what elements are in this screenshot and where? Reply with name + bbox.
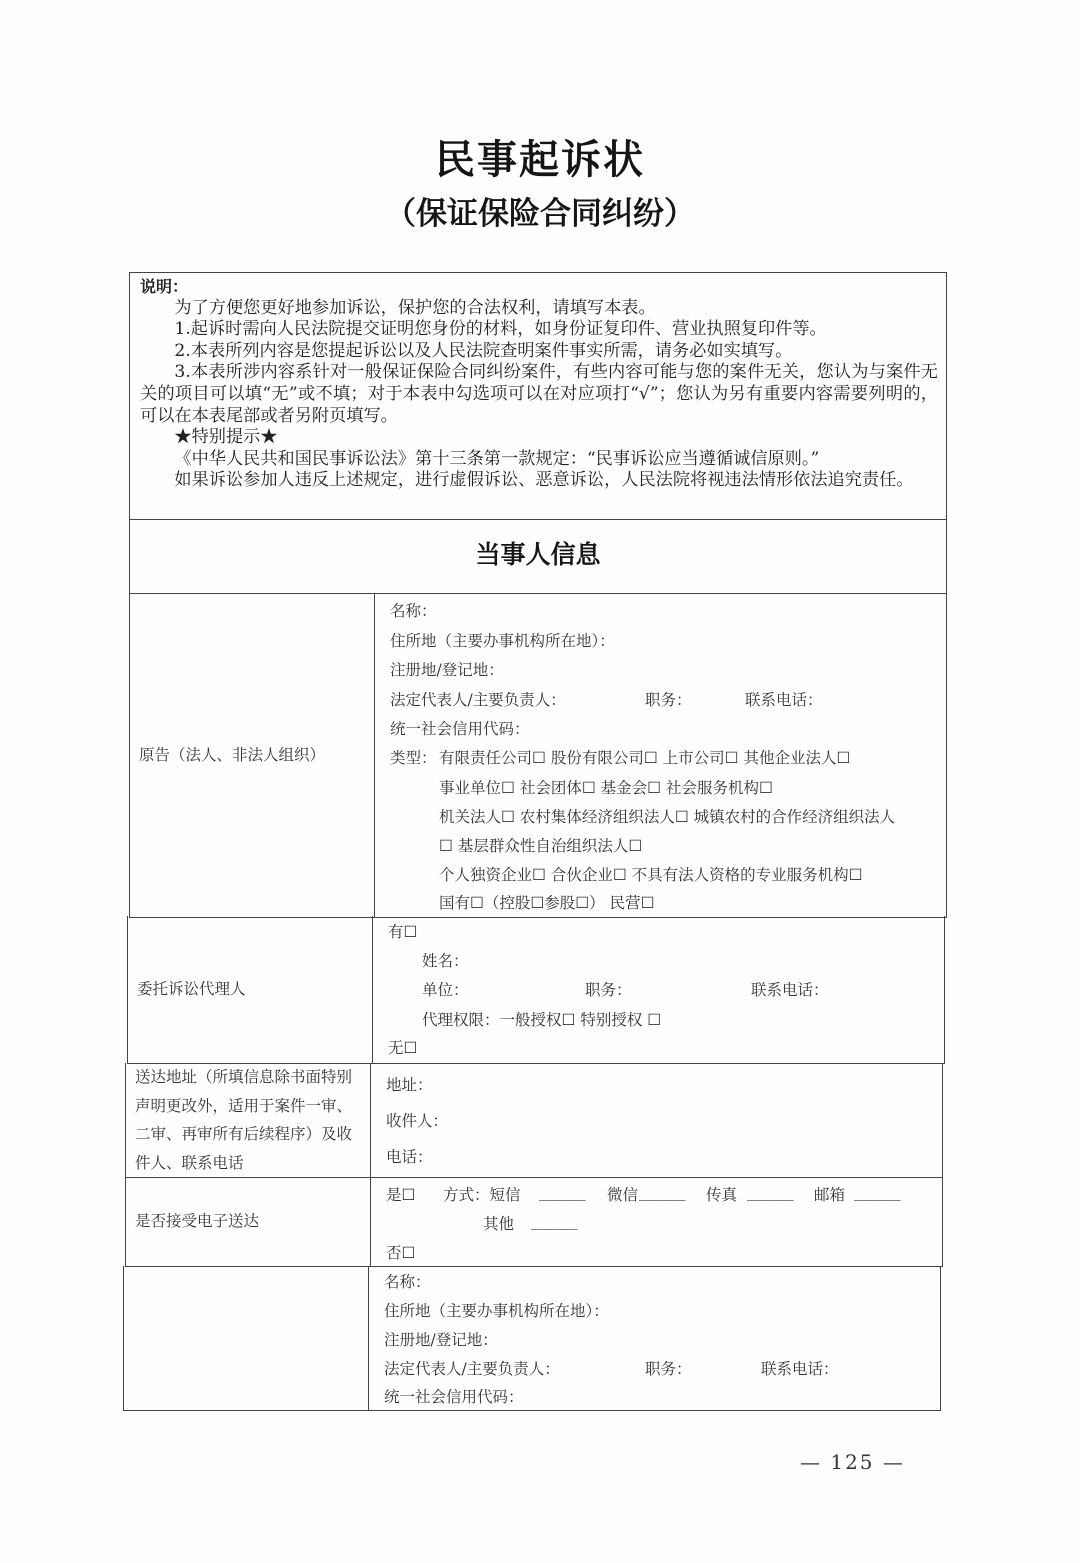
agent-name-field[interactable]: 姓名：	[422, 952, 469, 970]
instruction-paragraph: 1.起诉时需向人民法院提交证明您身份的材料，如身份证复印件、营业执照复印件等。	[174, 319, 827, 340]
defendant-name-field[interactable]: 名称：	[384, 1273, 431, 1291]
fax-blank[interactable]: ______	[747, 1183, 794, 1201]
instruction-paragraph: 为了方便您更好地参加诉讼，保护您的合法权利，请填写本表。	[174, 297, 656, 318]
electronic-service-row	[125, 1177, 943, 1267]
service-address-label	[126, 1063, 371, 1177]
agent-row	[127, 916, 945, 1064]
method-sms-label: 方式：短信	[443, 1186, 521, 1204]
agent-none-checkbox[interactable]: 无☐	[388, 1039, 418, 1057]
plaintiff-type-options[interactable]: 事业单位☐ 社会团体☐ 基金会☐ 社会服务机构☐	[439, 779, 773, 797]
plaintiff-label: 原告（法人、非法人组织）	[130, 593, 375, 917]
plaintiff-fields	[375, 593, 946, 917]
sms-blank[interactable]: ______	[539, 1183, 586, 1201]
defendant-domicile-field[interactable]: 住所地（主要办事机构所在地）：	[384, 1302, 609, 1320]
plaintiff-type-prefix: 类型：	[390, 749, 437, 767]
method-wechat-label: 微信	[607, 1186, 639, 1204]
plaintiff-type-options[interactable]: 个人独资企业☐ 合伙企业☐ 不具有法人资格的专业服务机构☐	[439, 866, 863, 884]
defendant-fields	[369, 1266, 940, 1410]
document-title: 民事起诉状	[435, 137, 645, 183]
agent-position-field[interactable]: 职务：	[585, 981, 632, 999]
plaintiff-name-field[interactable]: 名称：	[390, 602, 437, 620]
instruction-paragraph: 3.本表所涉内容系针对一般保证保险合同纠纷案件，有些内容可能与您的案件无关，您认为与案件无关的项目可以填“无”或不填；对于本表中勾选项可以在对应项打“√”；您认为另有重要内容需要列明的，可以在本表尾部或者另附页填写。	[140, 362, 938, 426]
service-address-row	[125, 1063, 943, 1178]
wechat-blank[interactable]: ______	[639, 1183, 686, 1201]
electronic-yes-checkbox[interactable]: 是☐	[386, 1186, 416, 1204]
agent-fields	[373, 916, 944, 1063]
plaintiff-position-field[interactable]: 职务：	[645, 691, 692, 709]
address-field[interactable]: 地址：	[386, 1076, 433, 1094]
agent-unit-field[interactable]: 单位：	[422, 981, 469, 999]
service-address-label-text: 送达地址（所填信息除书面特别声明更改外，适用于案件一审、二审、再审所有后续程序）及收件人、联系电话	[135, 1068, 353, 1172]
electronic-service-label: 是否接受电子送达	[126, 1177, 371, 1266]
defendant-row	[123, 1266, 941, 1411]
instructions-heading: 说明：	[140, 277, 189, 296]
method-other-label: 其他	[483, 1215, 515, 1233]
instruction-paragraph: 《中华人民共和国民事诉讼法》第十三条第一款规定：“民事诉讼应当遵循诚信原则。”	[174, 448, 820, 469]
defendant-credit-code-field[interactable]: 统一社会信用代码：	[384, 1388, 524, 1406]
agent-phone-field[interactable]: 联系电话：	[751, 981, 829, 999]
special-notice-heading: ★特别提示★	[174, 427, 278, 448]
instruction-paragraph: 如果诉讼参加人违反上述规定，进行虚假诉讼、恶意诉讼，人民法院将视违法情形依法追究责任。	[174, 470, 914, 491]
document-subtitle: （保证保险合同纠纷）	[385, 196, 695, 232]
agent-authority-options[interactable]: 代理权限：一般授权☐ 特别授权 ☐	[422, 1011, 662, 1029]
electronic-no-checkbox[interactable]: 否☐	[386, 1244, 416, 1262]
party-info-heading: 当事人信息	[129, 519, 947, 594]
instruction-paragraph: 2.本表所列内容是您提起诉讼以及人民法院查明案件事实所需，请务必如实填写。	[174, 340, 793, 361]
recipient-field[interactable]: 收件人：	[386, 1112, 449, 1130]
plaintiff-phone-field[interactable]: 联系电话：	[745, 691, 823, 709]
defendant-registered-field[interactable]: 注册地/登记地：	[384, 1331, 498, 1349]
defendant-position-field[interactable]: 职务：	[645, 1360, 692, 1378]
agent-label: 委托诉讼代理人	[128, 916, 373, 1063]
plaintiff-credit-code-field[interactable]: 统一社会信用代码：	[390, 720, 530, 738]
service-address-fields	[371, 1063, 942, 1177]
plaintiff-domicile-field[interactable]: 住所地（主要办事机构所在地）：	[390, 632, 615, 650]
agent-has-checkbox[interactable]: 有☐	[388, 923, 418, 941]
instructions-box	[129, 272, 947, 520]
defendant-label	[124, 1266, 369, 1410]
email-blank[interactable]: ______	[854, 1183, 901, 1201]
defendant-phone-field[interactable]: 联系电话：	[761, 1360, 839, 1378]
plaintiff-row	[129, 593, 947, 918]
plaintiff-type-options[interactable]: 有限责任公司☐ 股份有限公司☐ 上市公司☐ 其他企业法人☐	[439, 749, 851, 767]
page-number: — 125 —	[800, 1450, 905, 1474]
other-blank[interactable]: ______	[531, 1212, 578, 1230]
plaintiff-type-options[interactable]: 机关法人☐ 农村集体经济组织法人☐ 城镇农村的合作经济组织法人	[439, 808, 896, 826]
service-phone-field[interactable]: 电话：	[386, 1148, 433, 1166]
plaintiff-legal-rep-field[interactable]: 法定代表人/主要负责人：	[390, 691, 566, 709]
method-email-label: 邮箱	[814, 1186, 846, 1204]
plaintiff-registered-field[interactable]: 注册地/登记地：	[390, 661, 504, 679]
defendant-legal-rep-field[interactable]: 法定代表人/主要负责人：	[384, 1360, 560, 1378]
plaintiff-type-options[interactable]: ☐ 基层群众性自治组织法人☐	[439, 837, 643, 855]
method-fax-label: 传真	[706, 1186, 738, 1204]
electronic-service-fields	[371, 1177, 942, 1266]
plaintiff-ownership-options[interactable]: 国有☐（控股☐参股☐） 民营☐	[439, 894, 655, 912]
